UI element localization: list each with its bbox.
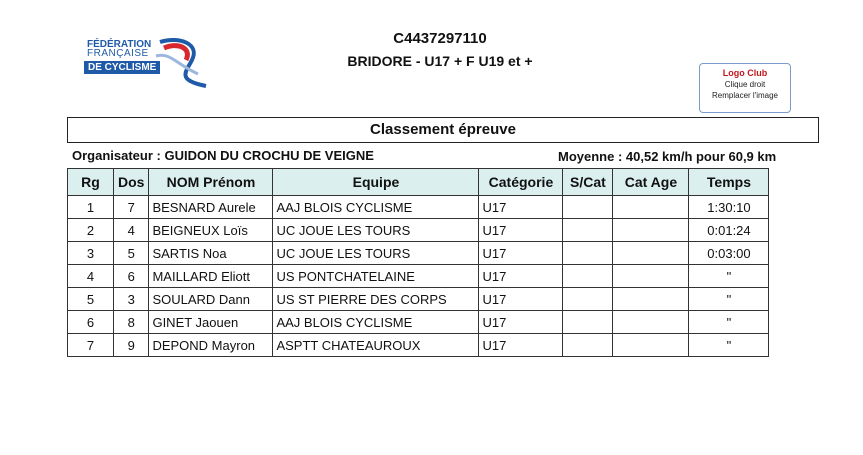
cell-categorie: U17 [479,311,563,334]
cell-scat [563,265,613,288]
cell-temps: 1:30:10 [689,196,769,219]
section-title: Classement épreuve [67,117,819,143]
table-row [68,311,769,334]
cell-rg: 1 [68,196,114,219]
cell-categorie: U17 [479,242,563,265]
cell-scat [563,219,613,242]
cell-equipe: US PONTCHATELAINE [273,265,479,288]
cell-temps: " [689,311,769,334]
club-logo-hint-2: Remplacer l'image [712,91,778,100]
race-title: BRIDORE - U17 + F U19 et + [347,53,533,69]
cell-categorie: U17 [479,334,563,357]
cell-rg: 6 [68,311,114,334]
cell-equipe: UC JOUE LES TOURS [273,242,479,265]
race-code: C4437297110 [393,30,487,47]
cell-cat-age [613,334,689,357]
cell-cat-age [613,265,689,288]
cell-equipe: US ST PIERRE DES CORPS [273,288,479,311]
cell-cat-age [613,242,689,265]
cell-equipe: ASPTT CHATEAUROUX [273,334,479,357]
cell-scat [563,288,613,311]
table-header-row [68,169,769,196]
cell-categorie: U17 [479,265,563,288]
cell-equipe: AAJ BLOIS CYCLISME [273,311,479,334]
cell-dos: 8 [114,311,149,334]
cell-cat-age [613,196,689,219]
cell-scat [563,311,613,334]
cell-scat [563,334,613,357]
cell-cat-age [613,311,689,334]
header-equipe: Equipe [273,169,479,196]
cell-equipe: AAJ BLOIS CYCLISME [273,196,479,219]
table-row [68,265,769,288]
header-dos: Dos [114,169,149,196]
table-row [68,242,769,265]
ffc-logo [80,30,210,88]
cell-dos: 5 [114,242,149,265]
cell-rg: 5 [68,288,114,311]
cell-temps: " [689,288,769,311]
club-logo-placeholder[interactable] [699,63,791,113]
cell-nom: DEPOND Mayron [149,334,273,357]
cell-scat [563,196,613,219]
cell-cat-age [613,219,689,242]
header-nom: NOM Prénom [149,169,273,196]
header-rg: Rg [68,169,114,196]
cell-temps: 0:01:24 [689,219,769,242]
table-row [68,196,769,219]
organizer: Organisateur : GUIDON DU CROCHU DE VEIGNE [72,148,374,163]
cell-dos: 9 [114,334,149,357]
average-speed: Moyenne : 40,52 km/h pour 60,9 km [558,149,777,164]
table-row [68,334,769,357]
header-scat: S/Cat [563,169,613,196]
cell-dos: 3 [114,288,149,311]
cell-nom: SOULARD Dann [149,288,273,311]
cell-temps: 0:03:00 [689,242,769,265]
table-row [68,219,769,242]
header-temps: Temps [689,169,769,196]
table-row [68,288,769,311]
club-logo-hint-1: Clique droit [724,80,766,89]
header-cat-age: Cat Age [613,169,689,196]
cell-cat-age [613,288,689,311]
cell-rg: 2 [68,219,114,242]
cell-temps: " [689,265,769,288]
logo-line-1: FÉDÉRATION [87,39,152,50]
cell-equipe: UC JOUE LES TOURS [273,219,479,242]
cell-nom: MAILLARD Eliott [149,265,273,288]
header-categorie: Catégorie [479,169,563,196]
cell-dos: 7 [114,196,149,219]
cell-dos: 6 [114,265,149,288]
cell-categorie: U17 [479,196,563,219]
cell-rg: 4 [68,265,114,288]
cell-dos: 4 [114,219,149,242]
results-table [67,168,769,357]
logo-line-2: FRANÇAISE [87,48,149,59]
cell-rg: 3 [68,242,114,265]
cell-nom: GINET Jaouen [149,311,273,334]
cell-scat [563,242,613,265]
club-logo-title: Logo Club [722,68,768,78]
cell-categorie: U17 [479,288,563,311]
cell-nom: SARTIS Noa [149,242,273,265]
cell-temps: " [689,334,769,357]
cell-nom: BEIGNEUX Loïs [149,219,273,242]
cell-nom: BESNARD Aurele [149,196,273,219]
logo-line-3: DE CYCLISME [84,61,160,74]
cell-rg: 7 [68,334,114,357]
cell-categorie: U17 [479,219,563,242]
